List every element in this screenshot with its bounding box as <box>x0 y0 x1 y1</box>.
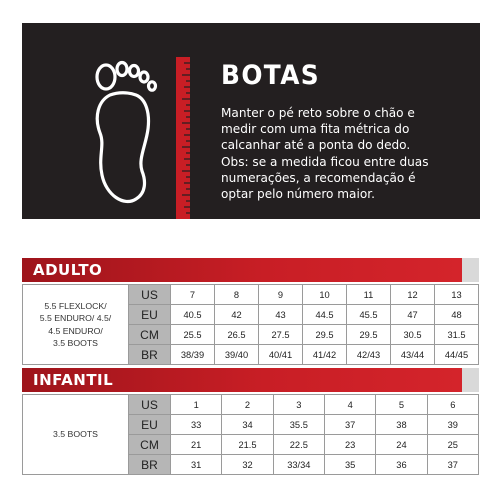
unit-label: EU <box>129 415 171 435</box>
size-cell: 23 <box>324 435 375 455</box>
size-cell: 5 <box>376 395 427 415</box>
unit-label: US <box>129 395 171 415</box>
section-header <box>22 368 479 392</box>
instructions-line: medir com uma fita métrica do <box>221 122 410 137</box>
size-cell: 21 <box>171 435 222 455</box>
size-cell: 33/34 <box>273 455 324 475</box>
size-cell: 38/39 <box>171 345 215 365</box>
size-cell: 31.5 <box>435 325 479 345</box>
size-cell: 44.5 <box>303 305 347 325</box>
size-cell: 34 <box>222 415 273 435</box>
size-cell: 42 <box>215 305 259 325</box>
size-cell: 25.5 <box>171 325 215 345</box>
adult-size-section <box>22 258 479 365</box>
instructions-line: Obs: se a medida ficou entre duas <box>221 154 429 169</box>
model-line: 4.5 ENDURO/ <box>48 325 103 336</box>
size-cell: 47 <box>391 305 435 325</box>
section-title: ADULTO <box>33 261 103 279</box>
size-cell: 35.5 <box>273 415 324 435</box>
section-title: INFANTIL <box>33 371 114 389</box>
instructions-line: calcanhar até a ponta do dedo. <box>221 138 411 153</box>
model-line: 5.5 FLEXLOCK/ <box>44 300 107 311</box>
instructions-line: Manter o pé reto sobre o chão e <box>221 106 415 120</box>
size-cell: 9 <box>259 285 303 305</box>
size-cell: 25 <box>427 435 478 455</box>
page-title: BOTAS <box>221 60 321 91</box>
unit-label: EU <box>129 305 171 325</box>
size-cell: 2 <box>222 395 273 415</box>
size-cell: 12 <box>391 285 435 305</box>
table-row <box>23 285 479 305</box>
size-cell: 24 <box>376 435 427 455</box>
ruler-icon <box>176 57 200 219</box>
footprint-icon <box>80 53 162 213</box>
size-cell: 6 <box>427 395 478 415</box>
adult-size-table <box>22 284 479 365</box>
instructions-line: optar pelo número maior. <box>221 187 375 202</box>
size-cell: 35 <box>324 455 375 475</box>
size-cell: 31 <box>171 455 222 475</box>
size-cell: 27.5 <box>259 325 303 345</box>
size-cell: 39/40 <box>215 345 259 365</box>
size-cell: 7 <box>171 285 215 305</box>
unit-label: BR <box>129 455 171 475</box>
size-cell: 39 <box>427 415 478 435</box>
section-header <box>22 258 479 282</box>
size-cell: 29.5 <box>303 325 347 345</box>
size-cell: 33 <box>171 415 222 435</box>
kids-size-section <box>22 368 479 475</box>
size-cell: 37 <box>427 455 478 475</box>
size-cell: 48 <box>435 305 479 325</box>
unit-label: BR <box>129 345 171 365</box>
size-cell: 3 <box>273 395 324 415</box>
model-cell <box>23 395 129 475</box>
size-cell: 30.5 <box>391 325 435 345</box>
size-cell: 21.5 <box>222 435 273 455</box>
size-cell: 8 <box>215 285 259 305</box>
model-line: 5.5 ENDURO/ 4.5/ <box>39 313 112 323</box>
instructions-text <box>221 105 473 202</box>
size-cell: 44/45 <box>435 345 479 365</box>
instructions-line: numerações, a recomendação é <box>221 170 416 185</box>
size-cell: 43/44 <box>391 345 435 365</box>
unit-label: CM <box>129 325 171 345</box>
model-line: 3.5 BOOTS <box>53 338 98 348</box>
model-cell <box>23 285 129 365</box>
size-cell: 45.5 <box>347 305 391 325</box>
size-cell: 29.5 <box>347 325 391 345</box>
size-cell: 43 <box>259 305 303 325</box>
size-cell: 13 <box>435 285 479 305</box>
table-row <box>23 395 479 415</box>
size-cell: 41/42 <box>303 345 347 365</box>
hero-banner <box>22 23 480 219</box>
size-cell: 32 <box>222 455 273 475</box>
unit-label: US <box>129 285 171 305</box>
size-cell: 40.5 <box>171 305 215 325</box>
size-cell: 37 <box>324 415 375 435</box>
size-cell: 40/41 <box>259 345 303 365</box>
size-cell: 26.5 <box>215 325 259 345</box>
size-cell: 10 <box>303 285 347 305</box>
size-cell: 11 <box>347 285 391 305</box>
size-cell: 22.5 <box>273 435 324 455</box>
size-cell: 42/43 <box>347 345 391 365</box>
size-cell: 4 <box>324 395 375 415</box>
unit-label: CM <box>129 435 171 455</box>
kids-size-table <box>22 394 479 475</box>
size-cell: 1 <box>171 395 222 415</box>
size-cell: 36 <box>376 455 427 475</box>
model-line: 3.5 BOOTS <box>53 429 98 440</box>
size-cell: 38 <box>376 415 427 435</box>
